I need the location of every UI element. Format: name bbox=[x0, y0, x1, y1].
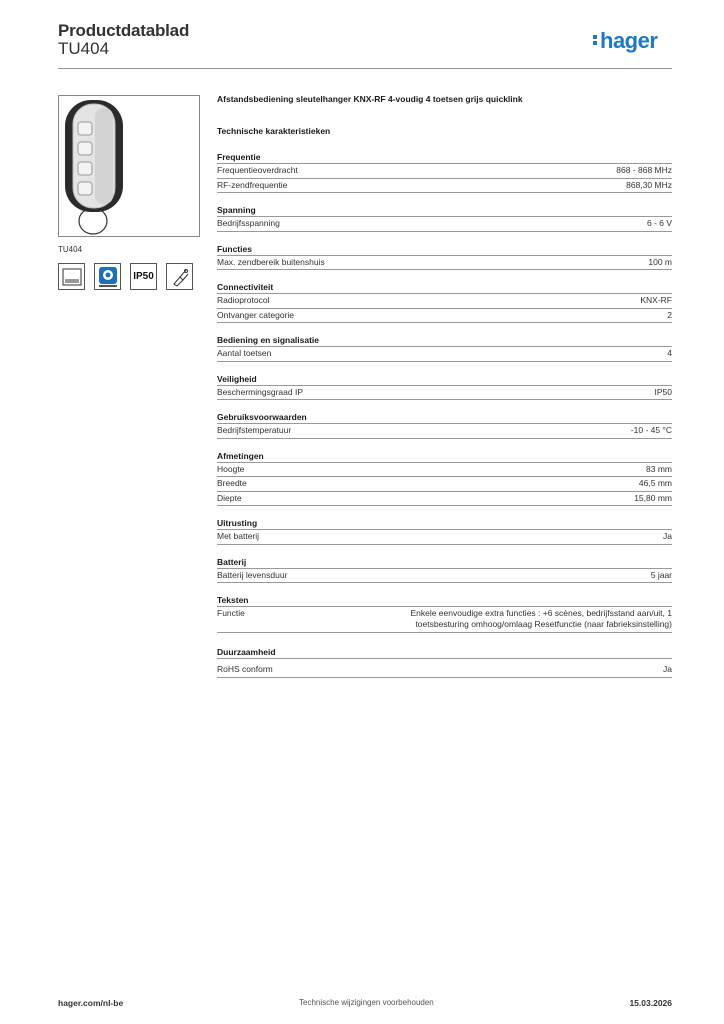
section-title: Afmetingen bbox=[217, 450, 672, 463]
spec-row bbox=[217, 530, 672, 545]
spec-label: Ontvanger categorie bbox=[217, 309, 295, 320]
spec-label: Frequentieoverdracht bbox=[217, 165, 298, 175]
spec-value: -10 - 45 °C bbox=[630, 425, 672, 435]
spec-label: RF-zendfrequentie bbox=[217, 179, 288, 190]
product-image bbox=[58, 95, 200, 237]
spec-row bbox=[217, 569, 672, 584]
spec-value: 46,5 mm bbox=[638, 478, 672, 488]
section-spanning bbox=[217, 204, 672, 232]
specifications bbox=[217, 94, 672, 689]
spec-row bbox=[217, 463, 672, 478]
section-gebruiksvoorwaarden bbox=[217, 411, 672, 439]
spec-row bbox=[217, 663, 672, 678]
feature-icons bbox=[58, 263, 193, 290]
section-duurzaamheid bbox=[217, 646, 672, 678]
section-title: Connectiviteit bbox=[217, 281, 672, 294]
section-title: Frequentie bbox=[217, 151, 672, 164]
section-title: Bediening en signalisatie bbox=[217, 334, 672, 347]
spec-label: Breedte bbox=[217, 478, 247, 488]
spec-value: 2 bbox=[667, 309, 672, 320]
spec-row bbox=[217, 607, 672, 633]
product-code: TU404 bbox=[58, 39, 110, 58]
spec-label: Functie bbox=[217, 608, 245, 618]
spec-row bbox=[217, 347, 672, 362]
spec-label: RoHS conform bbox=[217, 664, 273, 674]
product-name: Afstandsbediening sleutelhanger KNX-RF 4-voudig 4 toetsen grijs quicklink bbox=[217, 94, 523, 104]
remote-control-illustration bbox=[59, 96, 199, 236]
quicklink-badge-icon bbox=[94, 263, 121, 290]
ip50-badge: IP50 bbox=[130, 263, 157, 290]
spec-label: Max. zendbereik buitenshuis bbox=[217, 256, 325, 267]
spec-label: Bedrijfstemperatuur bbox=[217, 425, 292, 435]
spec-value: Ja bbox=[663, 664, 672, 674]
brand-name: hager bbox=[600, 28, 658, 53]
spec-value: 4 bbox=[667, 348, 672, 358]
footer-note: Technische wijzigingen voorbehouden bbox=[299, 998, 434, 1007]
section-afmetingen bbox=[217, 450, 672, 507]
spec-value: 6 - 6 V bbox=[646, 218, 672, 228]
spec-value: 5 jaar bbox=[650, 569, 672, 580]
spec-row bbox=[217, 477, 672, 492]
logo-dots-icon bbox=[593, 33, 598, 47]
spec-value: IP50 bbox=[654, 386, 672, 397]
spec-row bbox=[217, 256, 672, 271]
spec-row bbox=[217, 217, 672, 232]
section-bediening bbox=[217, 334, 672, 362]
section-title: Functies bbox=[217, 243, 672, 256]
spec-label: Batterij levensduur bbox=[217, 569, 288, 580]
spec-row bbox=[217, 179, 672, 194]
section-title: Veiligheid bbox=[217, 373, 672, 386]
footer-date: 15.03.2026 bbox=[629, 998, 672, 1008]
spec-row bbox=[217, 492, 672, 507]
spec-label: Radioprotocol bbox=[217, 295, 270, 305]
spec-row bbox=[217, 294, 672, 309]
section-veiligheid bbox=[217, 373, 672, 401]
spec-value: 868 - 868 MHz bbox=[616, 165, 672, 175]
spec-row bbox=[217, 386, 672, 401]
tool-icon bbox=[166, 263, 193, 290]
section-frequentie bbox=[217, 151, 672, 193]
spec-label: Beschermingsgraad IP bbox=[217, 386, 303, 397]
section-functies bbox=[217, 243, 672, 271]
section-title: Gebruiksvoorwaarden bbox=[217, 411, 672, 424]
section-title: Duurzaamheid bbox=[217, 646, 672, 659]
footer-url-link[interactable]: hager.com/nl-be bbox=[58, 998, 124, 1008]
section-uitrusting bbox=[217, 517, 672, 545]
section-title: Batterij bbox=[217, 556, 672, 569]
spec-value: 83 mm bbox=[646, 463, 672, 474]
spec-value: 868,30 MHz bbox=[626, 179, 672, 190]
spec-row bbox=[217, 309, 672, 324]
page-title: Productdatablad bbox=[58, 21, 190, 40]
spec-value: KNX-RF bbox=[640, 295, 672, 305]
product-outline-icon bbox=[58, 263, 85, 290]
spec-label: Diepte bbox=[217, 492, 242, 503]
image-caption: TU404 bbox=[58, 245, 83, 254]
section-teksten bbox=[217, 594, 672, 633]
spec-value: 15,80 mm bbox=[634, 492, 672, 503]
hager-logo[interactable] bbox=[593, 28, 657, 54]
spec-value: Ja bbox=[663, 531, 672, 541]
section-batterij bbox=[217, 556, 672, 584]
section-title: Spanning bbox=[217, 204, 672, 217]
spec-row bbox=[217, 424, 672, 439]
spec-row bbox=[217, 164, 672, 179]
spec-value: 100 m bbox=[648, 256, 672, 267]
section-title: Teksten bbox=[217, 594, 672, 607]
spec-label: Met batterij bbox=[217, 531, 260, 541]
spec-label: Bedrijfsspanning bbox=[217, 218, 280, 228]
spec-label: Aantal toetsen bbox=[217, 348, 272, 358]
header-divider bbox=[58, 68, 672, 69]
section-title: Uitrusting bbox=[217, 517, 672, 530]
spec-label: Hoogte bbox=[217, 463, 245, 474]
section-connectiviteit bbox=[217, 281, 672, 323]
spec-value: Enkele eenvoudige extra functies : +6 scènes, bedrijfsstand aan/uit, 1 toetsbesturing omhoog/omlaag Resetfunctie (naar fabrieksinstelling) bbox=[410, 608, 672, 629]
tech-characteristics-title: Technische karakteristieken bbox=[217, 126, 331, 136]
